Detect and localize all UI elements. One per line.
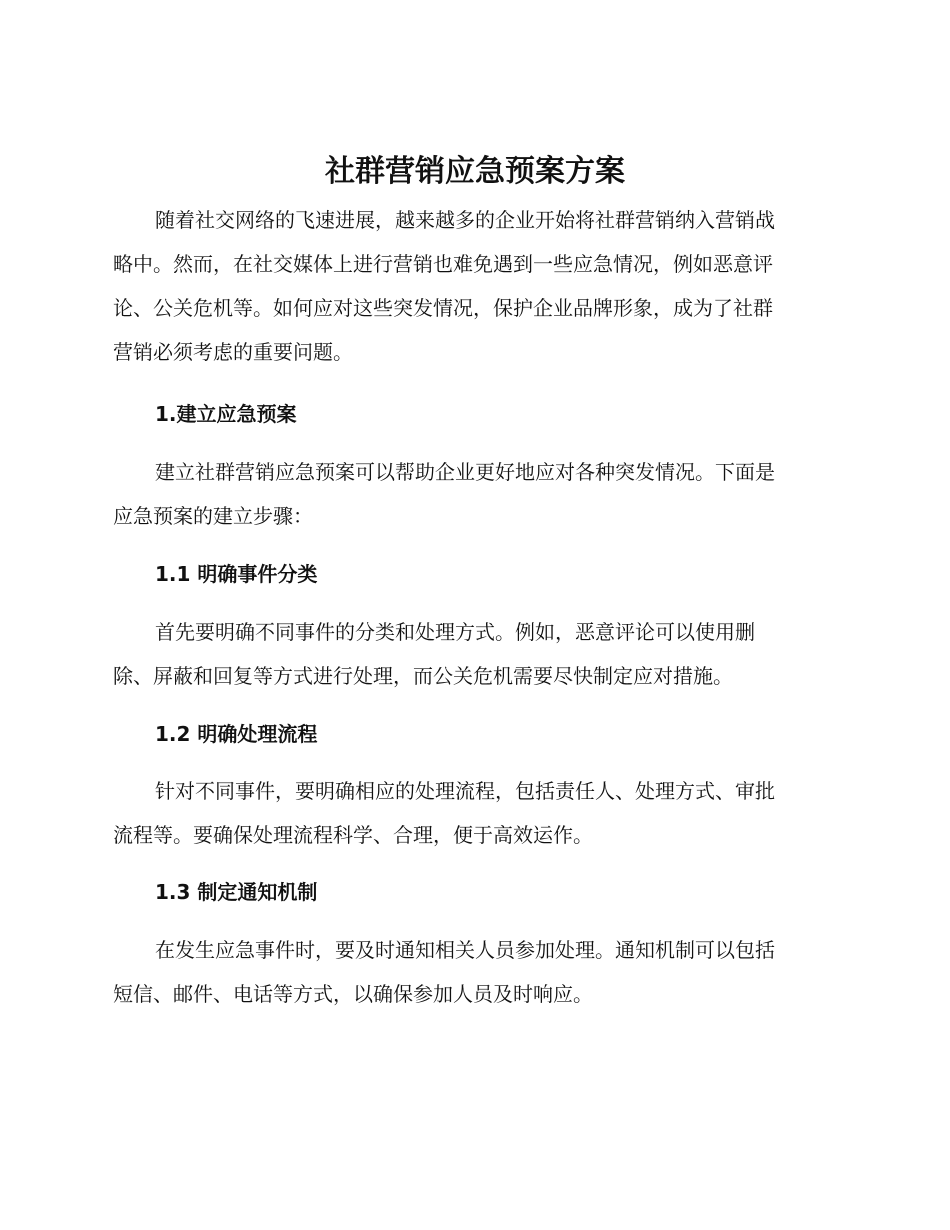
section-heading: 1.1 明确事件分类: [155, 562, 318, 586]
document-title: 社群营销应急预案方案: [325, 154, 625, 189]
section-paragraph: [113, 450, 833, 538]
paragraph-line: 针对不同事件，要明确相应的处理流程，包括责任人、处理方式、审批: [155, 779, 775, 803]
paragraph-line: 在发生应急事件时，要及时通知相关人员参加处理。通知机制可以包括: [155, 938, 775, 962]
paragraph-line: 建立社群营销应急预案可以帮助企业更好地应对各种突发情况。下面是: [155, 460, 775, 484]
paragraph-line: 论、公关危机等。如何应对这些突发情况，保护企业品牌形象，成为了社群: [113, 296, 773, 320]
section-paragraph: [113, 928, 833, 1016]
section-heading: 1.3 制定通知机制: [155, 880, 318, 904]
paragraph-line: 营销必须考虑的重要问题。: [113, 340, 353, 364]
section-paragraph: [113, 769, 833, 857]
paragraph-line: 短信、邮件、电话等方式，以确保参加人员及时响应。: [113, 982, 593, 1006]
section-paragraph: [113, 610, 833, 698]
paragraph-line: 应急预案的建立步骤：: [113, 504, 313, 528]
paragraph-line: 除、屏蔽和回复等方式进行处理，而公关危机需要尽快制定应对措施。: [113, 664, 733, 688]
paragraph-line: 流程等。要确保处理流程科学、合理，便于高效运作。: [113, 823, 593, 847]
paragraph-line: 略中。然而，在社交媒体上进行营销也难免遇到一些应急情况，例如恶意评: [113, 252, 773, 276]
section-heading: 1.2 明确处理流程: [155, 722, 318, 746]
paragraph-line: 首先要明确不同事件的分类和处理方式。例如，恶意评论可以使用删: [155, 620, 755, 644]
section-heading: 1.建立应急预案: [155, 402, 297, 426]
paragraph-line: 随着社交网络的飞速进展，越来越多的企业开始将社群营销纳入营销战: [155, 208, 775, 232]
intro-paragraph: [113, 198, 833, 374]
